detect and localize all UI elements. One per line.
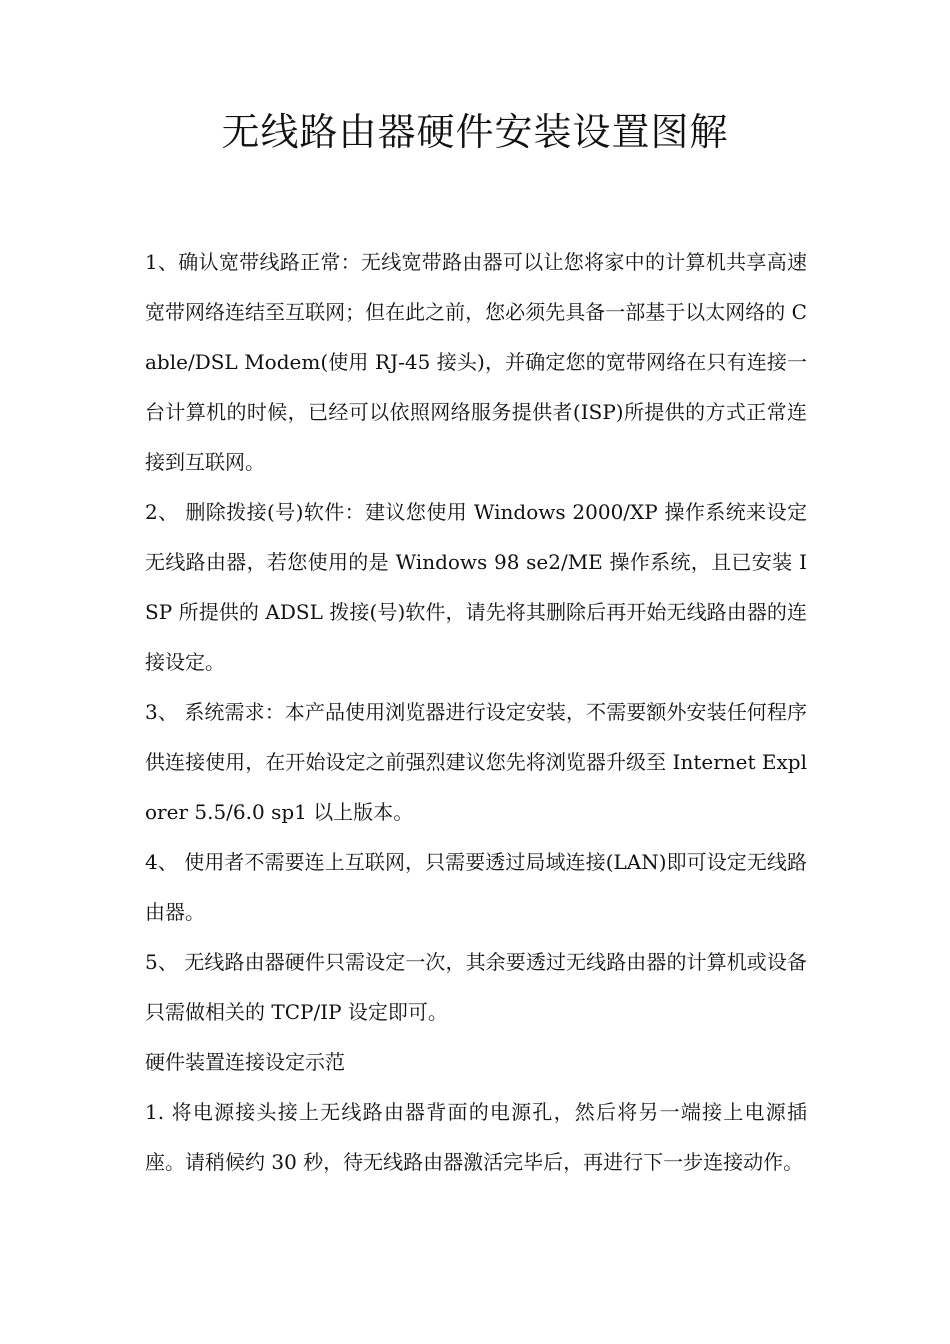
paragraph-step-power: 1. 将电源接头接上无线路由器背面的电源孔，然后将另一端接上电源插座。请稍候约 30 秒，待无线路由器激活完毕后，再进行下一步连接动作。 bbox=[145, 1100, 807, 1174]
paragraph-lan-setup: 4、 使用者不需要连上互联网，只需要透过局域连接(LAN)即可设定无线路由器。 bbox=[145, 850, 807, 924]
paragraph-one-time-setup: 5、 无线路由器硬件只需设定一次，其余要透过无线路由器的计算机或设备只需做相关的 TCP/IP 设定即可。 bbox=[145, 950, 807, 1024]
paragraph-system-requirements: 3、 系统需求：本产品使用浏览器进行设定安装，不需要额外安装任何程序供连接使用，在开始设定之前强烈建议您先将浏览器升级至 Internet Explorer 5.5/6.0 sp1 以上版本。 bbox=[145, 700, 807, 824]
document-body bbox=[145, 237, 807, 1187]
paragraph-broadband-check: 1、确认宽带线路正常：无线宽带路由器可以让您将家中的计算机共享高速宽带网络连结至互联网；但在此之前，您必须先具备一部基于以太网络的 Cable/DSL Modem(使用 RJ-45 接头)，并确定您的宽带网络在只有连接一台计算机的时候，已经可以依照网络服务提供者(ISP)所提供的方式正常连接到互联网。 bbox=[145, 250, 807, 474]
document-title: 无线路由器硬件安装设置图解 bbox=[221, 110, 729, 154]
section-heading: 硬件装置连接设定示范 bbox=[145, 1050, 345, 1074]
paragraph-remove-dialer: 2、 删除拨接(号)软件：建议您使用 Windows 2000/XP 操作系统来设定无线路由器，若您使用的是 Windows 98 se2/ME 操作系统，且已安装 ISP 所提供的 ADSL 拨接(号)软件，请先将其删除后再开始无线路由器的连接设定。 bbox=[145, 500, 807, 674]
